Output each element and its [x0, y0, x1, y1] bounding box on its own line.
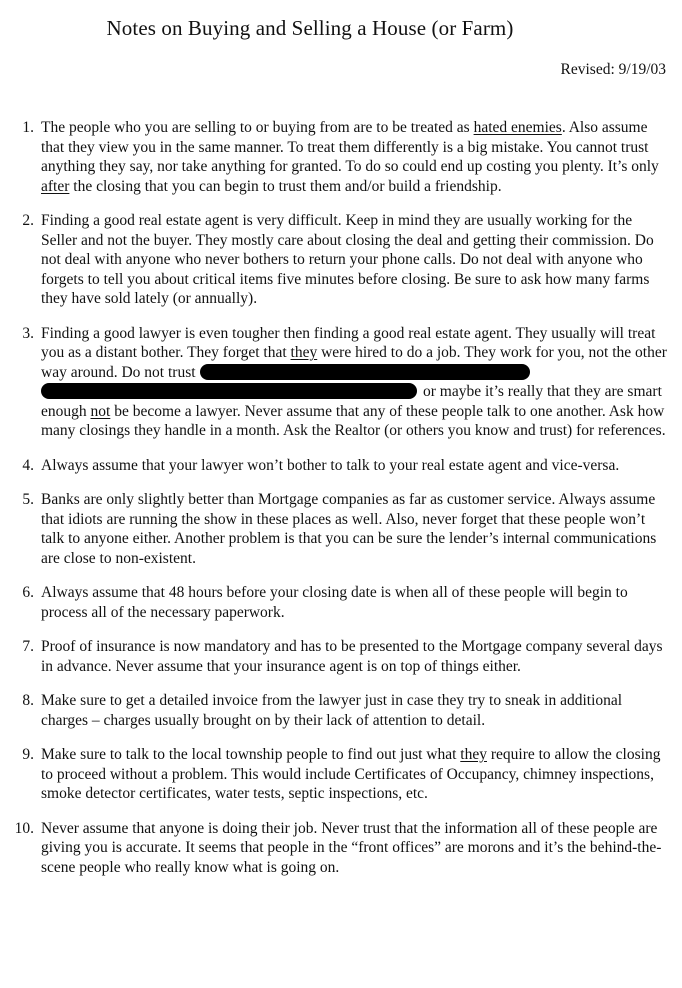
- list-item-4: [0, 456, 682, 476]
- item-text: Banks are only slightly better than Mortgage companies as far as customer service. Always assume that idiots are running the show in these places as well. Also, never forget that these people won’t talk to anyone either. Another problem is that you can be sure the lender’s internal communications are close to non-existent.: [41, 491, 657, 567]
- list-item-2: [0, 211, 682, 309]
- list-item-9: [0, 745, 682, 804]
- list-item-7: [0, 637, 682, 676]
- revision-date: Revised: 9/19/03: [560, 61, 666, 78]
- text-run: The people who you are selling to or buying from are to be treated as: [41, 119, 474, 136]
- text-run: require to allow the closing to proceed without a problem. This would include Certificates of Occupancy, chimney inspections, smoke detector certificates, water tests, septic inspections, etc.: [41, 746, 661, 802]
- item-text: [41, 324, 670, 441]
- underlined-text: not: [90, 402, 111, 420]
- item-text: Proof of insurance is now mandatory and has to be presented to the Mortgage company several days in advance. Never assume that your insurance agent is on top of things either.: [41, 638, 663, 675]
- item-text: [41, 118, 670, 196]
- underlined-text: they: [460, 746, 487, 763]
- redaction-bar: [200, 364, 530, 380]
- item-number: 9.: [22, 746, 34, 763]
- item-text: Finding a good real estate agent is very difficult. Keep in mind they are usually working for the Seller and not the buyer. They mostly care about closing the deal and getting their commission. Do not deal with anyone who never bothers to return your phone calls. Do not deal with anyone who forgets to tell you about critical items five minutes before closing. Be sure to ask how many farms they have sold lately (or annually).: [41, 212, 654, 307]
- list-item-6: [0, 583, 682, 622]
- document-title: Notes on Buying and Selling a House (or Farm): [106, 16, 514, 40]
- underlined-text: hated enemies: [473, 119, 562, 136]
- underlined-text: after: [41, 177, 70, 195]
- item-text: Always assume that 48 hours before your closing date is when all of these people will begin to process all of the necessary paperwork.: [41, 584, 628, 621]
- text-run: the closing that you can begin to trust them and/or build a friendship.: [69, 177, 502, 195]
- item-text: Never assume that anyone is doing their job. Never trust that the information all of these people are giving you is accurate. It seems that people in the “front offices” are morons and it’s the behind-the-scene people who really know what is going on.: [41, 819, 662, 876]
- list-item-8: [0, 691, 682, 730]
- item-number: 7.: [22, 638, 34, 655]
- list-item-5: [0, 490, 682, 568]
- text-run: Finding a good lawyer is even tougher then finding a good real estate agent. They usually will treat you as a distant bother. They forget that: [41, 324, 656, 361]
- item-number: 2.: [22, 212, 34, 229]
- item-text: Make sure to get a detailed invoice from the lawyer just in case they try to sneak in additional charges – charges usually brought on by their lack of attention to detail.: [41, 692, 623, 729]
- text-run: were hired to do a job. They work for you, not the other way around. Do not trust: [41, 344, 667, 381]
- item-number: 3.: [22, 324, 34, 342]
- item-number: 8.: [22, 692, 34, 709]
- notes-list: [0, 118, 682, 892]
- item-number: 1.: [22, 119, 34, 136]
- item-text: [41, 745, 670, 804]
- item-number: 6.: [22, 584, 34, 601]
- item-number: 4.: [22, 456, 34, 474]
- item-number: 10.: [14, 819, 34, 837]
- text-run: Make sure to talk to the local township people to find out just what: [41, 746, 461, 763]
- underlined-text: they: [290, 344, 318, 361]
- text-run: be become a lawyer. Never assume that any of these people talk to one another. Ask how many closings they handle in a month. Ask the Realtor (or others you know and trust) for references.: [41, 402, 666, 439]
- list-item-3: [0, 324, 682, 441]
- redaction-bar: [41, 383, 417, 399]
- list-item-10: [0, 819, 682, 878]
- item-number: 5.: [22, 491, 34, 508]
- item-text: Always assume that your lawyer won’t bother to talk to your real estate agent and vice-versa.: [41, 456, 620, 474]
- text-run: or maybe it’s really that they are smart enough: [41, 383, 662, 420]
- list-item-1: [0, 118, 682, 196]
- text-run: . Also assume that they view you in the same manner. To treat them differently is a big mistake. You cannot trust anything they say, nor take anything for granted. To do so could end up costing you plenty. It’s only: [41, 119, 659, 175]
